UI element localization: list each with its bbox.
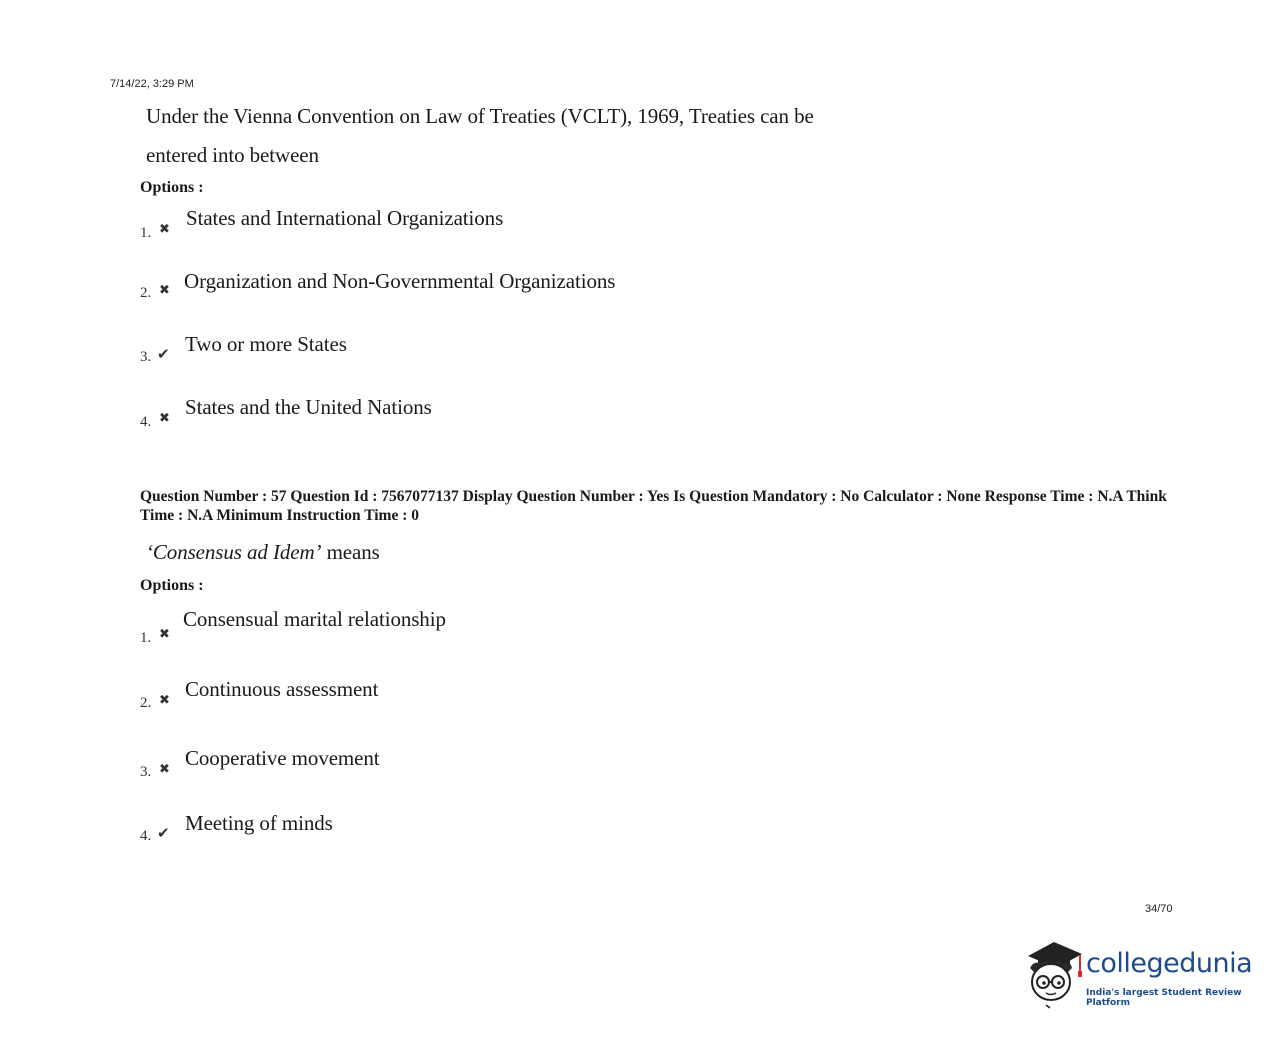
option-text: States and the United Nations [185,395,432,419]
option-text: Cooperative movement [185,746,380,770]
cross-icon: ✖ [159,693,170,708]
options-label: Options : [140,179,204,196]
option-number: 3. [140,349,152,365]
option-number: 1. [140,630,152,646]
option-number: 4. [140,414,152,430]
cross-icon: ✖ [159,222,170,237]
brand-name: collegedunia [1086,948,1253,979]
check-icon: ✔ [157,824,170,842]
question-56-line-2: entered into between [146,143,319,167]
option-number: 2. [140,285,152,301]
cross-icon: ✖ [159,762,170,777]
cross-icon: ✖ [159,283,170,298]
check-icon: ✔ [157,345,170,363]
options-label: Options : [140,577,204,594]
option-number: 3. [140,764,152,780]
question-57-text [146,533,380,572]
option-text: States and International Organizations [186,206,504,230]
option-text: Consensual marital relationship [183,607,446,631]
cross-icon: ✖ [159,627,170,642]
option-number: 4. [140,828,152,844]
question-57-text-rest: means [321,540,380,564]
option-text: Organization and Non-Governmental Organizations [184,269,616,293]
option-text: Continuous assessment [185,677,379,701]
question-57-meta: Question Number : 57 Question Id : 7567077137 Display Question Number : Yes Is Question Mandatory : No Calculator : None Response Time : N.A Think Time : N.A Minimum Instruction Time : 0 [140,488,1167,524]
print-timestamp: 7/14/22, 3:29 PM [110,78,194,90]
page-number: 34/70 [1145,903,1173,915]
cross-icon: ✖ [159,411,170,426]
option-number: 2. [140,695,152,711]
brand-tagline: India's largest Student Review Platform [1086,988,1242,1008]
collegedunia-mascot-logo [1024,938,1086,1010]
question-56-text [146,97,814,175]
question-57-term: ‘Consensus ad Idem’ [146,540,322,564]
question-56-line-1: Under the Vienna Convention on Law of Treaties (VCLT), 1969, Treaties can be [146,104,814,128]
option-text: Two or more States [185,332,347,356]
option-text: Meeting of minds [185,811,333,835]
option-number: 1. [140,225,152,241]
